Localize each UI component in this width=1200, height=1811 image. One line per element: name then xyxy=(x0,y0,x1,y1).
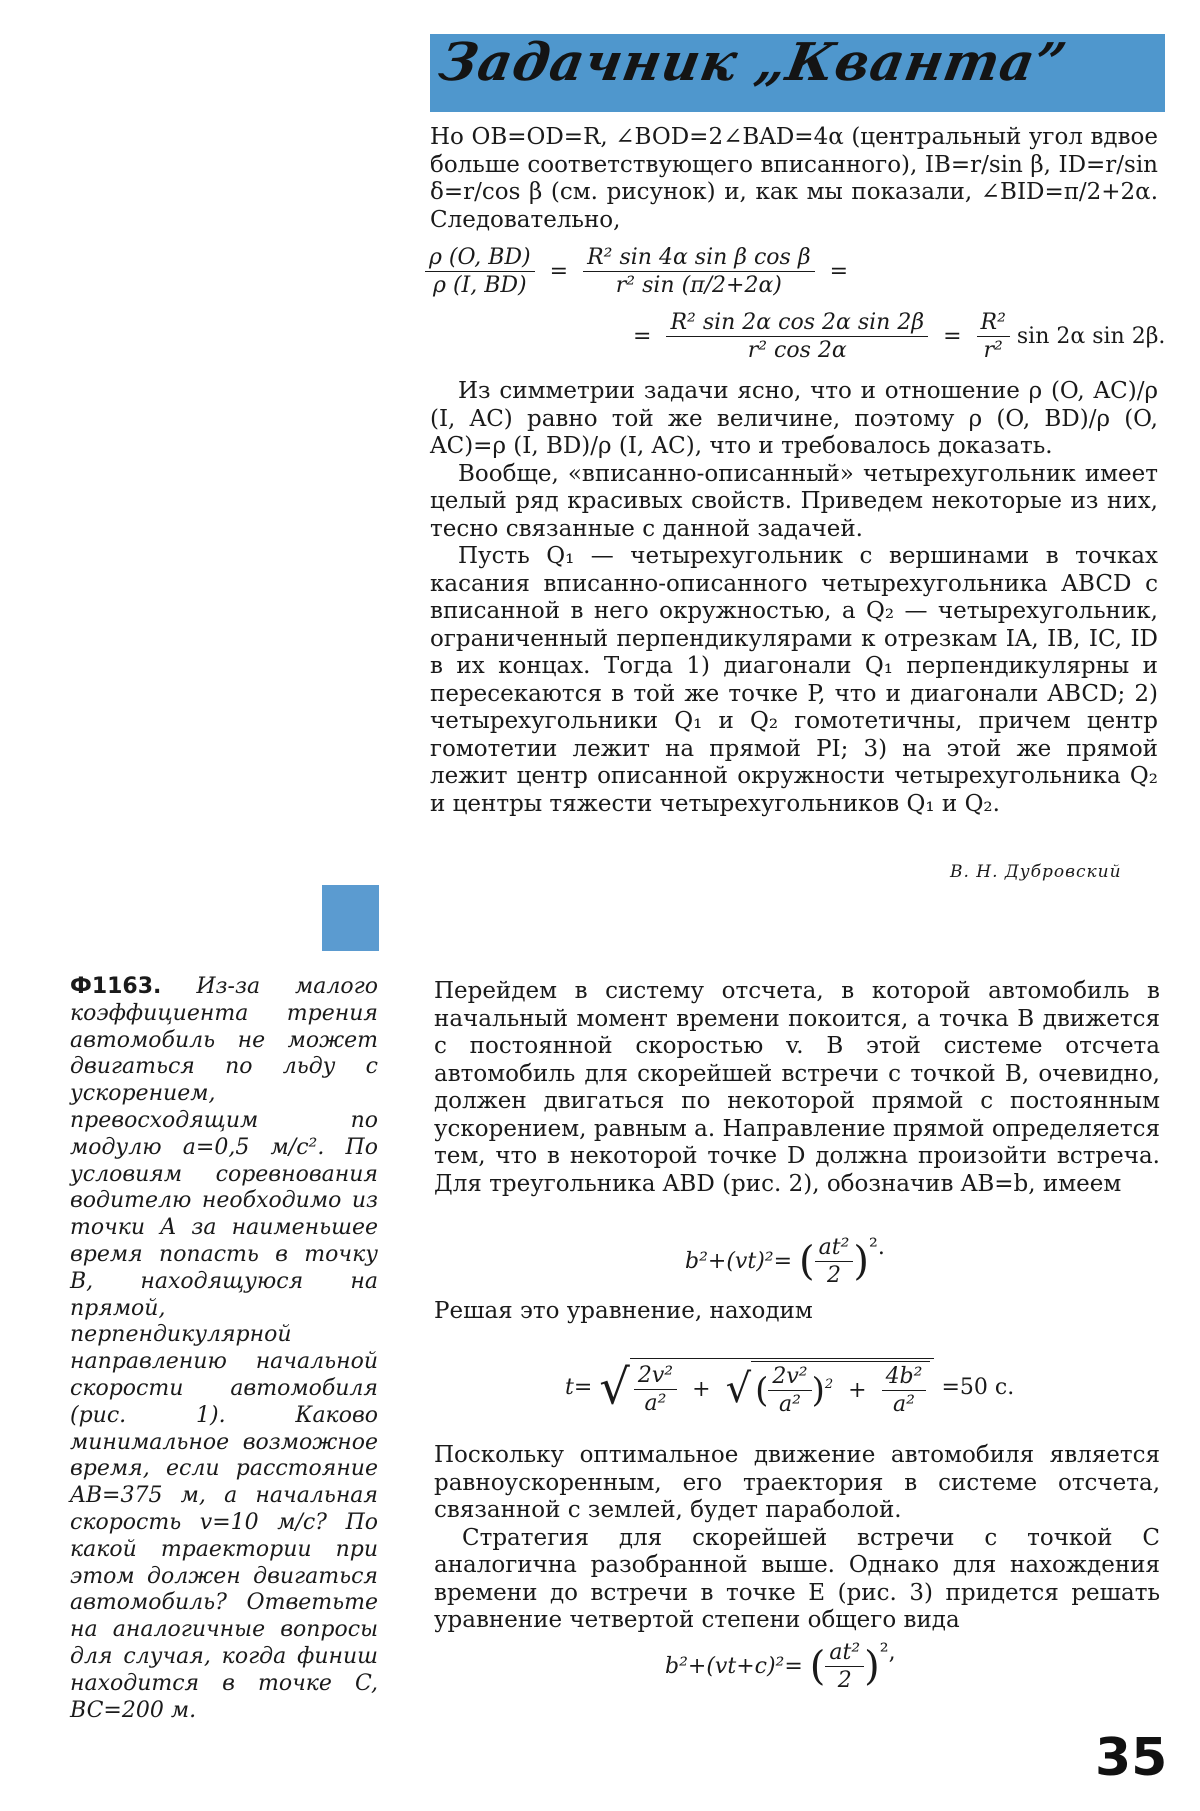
fraction xyxy=(583,245,814,298)
numerator: R² sin 4α sin β cos β xyxy=(583,245,814,272)
equation-tail: ². xyxy=(869,1235,885,1260)
numerator: at² xyxy=(825,1640,864,1667)
equation-tail: ², xyxy=(879,1640,896,1665)
problem-text: Из-за малого коэффициента трения автомобиль не может двигаться по льду с ускорением, превосходящим по модулю a=0,5 м/с². По условиям соревнования водителю необходимо из точки A за наименьшее время попасть в точку B, находящуюся на прямой, перпендикулярной направлению начальной скорости автомобиля (рис. 1). Каково минимальное возможное время, если расстояние AB=375 м, а начальная скорость v=10 м/с? По какой траектории при этом должен двигаться автомобиль? Ответьте на аналогичные вопросы для случая, когда финиш находится в точке C, BC=200 м. xyxy=(70,974,379,1723)
denominator: 2 xyxy=(827,1263,842,1288)
denominator: a² xyxy=(893,1392,915,1417)
fraction xyxy=(666,310,928,363)
top-section xyxy=(430,124,1158,234)
numerator: ρ (O, BD) xyxy=(425,245,535,272)
formula-row-2: = $\frac{\text{R² sin 2α cos 2α sin 2β}}{\text{r² cos 2α}}$ = $\frac{\text{R²}}{\text{r²}}$ sin 2α sin 2β. xyxy=(633,310,1166,363)
numerator: at² xyxy=(815,1235,854,1262)
problem-statement xyxy=(70,974,378,1724)
page-number: 35 xyxy=(1095,1728,1168,1788)
formula-tail: sin 2α sin 2β. xyxy=(1016,324,1166,349)
paragraph: Но OB=OD=R, ∠BOD=2∠BAD=4α (центральный угол вдвое больше соответствующего вписанного), IB=r/sin β, ID=r/sin δ=r/cos β (см. рисунок) и, как мы показали, ∠BID=π/2+2α. Следовательно, xyxy=(430,124,1158,233)
paragraph: Решая это уравнение, находим xyxy=(434,1298,813,1324)
fraction xyxy=(825,1640,864,1693)
top-section-continued xyxy=(430,378,1158,818)
formula-row-1: $\frac{\rho (O, BD)}{\rho (I, BD)}$ = $\frac{\text{R² sin 4α sin β cos β}}{\text{r² sin (π/2+2α)}}$ = xyxy=(425,245,856,298)
paragraph: Вообще, «вписанно-описанный» четырехугольник имеет целый ряд красивых свойств. Приведем некоторые из них, тесно связанные с данной задачей. xyxy=(430,460,1158,542)
denominator: r² xyxy=(983,338,1003,363)
fraction xyxy=(815,1235,854,1288)
equation-3: b²+(vt+c)²= ( $\frac{\text{at²}}{2}$ )², xyxy=(665,1640,896,1693)
author-signature: В. Н. Дубровский xyxy=(950,862,1122,882)
solution-text xyxy=(434,978,1160,1198)
equation-2: t= √ $\frac{\text{2v²}}{\text{a²}}$ + √ ( $\frac{\text{2v²}}{\text{a²}}$ )$^2$ + $\frac{\text{4b²}}{\text{a²}}$ =50 с. xyxy=(565,1359,1015,1417)
section-title: Задачник „Кванта” xyxy=(434,32,1072,93)
numerator: 2v² xyxy=(634,1363,677,1390)
numerator: R² xyxy=(977,310,1010,337)
equation-left: b²+(vt+c)²= xyxy=(665,1654,803,1679)
denominator: a² xyxy=(778,1392,801,1417)
solution-text-3 xyxy=(434,1442,1160,1635)
section-marker xyxy=(322,885,379,951)
fraction xyxy=(977,310,1010,363)
denominator: a² xyxy=(644,1390,667,1416)
equation-1: b²+(vt)²= ( $\frac{\text{at²}}{2}$ )². xyxy=(685,1235,885,1288)
denominator: ρ (I, BD) xyxy=(433,273,527,298)
paragraph: Перейдем в систему отсчета, в которой автомобиль в начальный момент времени покоится, а точка B движется с постоянной скоростью v. В этой системе отсчета автомобиль для скорейшей встречи с точкой B, очевидно, должен двигаться по некоторой прямой с постоянным ускорением, равным a. Направление прямой определяется тем, что в некоторой точке D должна произойти встреча. Для треугольника ABD (рис. 2), обозначив AB=b, имеем xyxy=(434,978,1160,1197)
paragraph: Стратегия для скорейшей встречи с точкой C аналогична разобранной выше. Однако для нахождения времени до встречи в точке E (рис. 3) придется решать уравнение четвертой степени общего вида xyxy=(434,1524,1160,1633)
radical: $\frac{\text{2v²}}{\text{a²}}$ + √ ( $\frac{\text{2v²}}{\text{a²}}$ )$^2$ + $\frac{\text{4b²}}{\text{a²}}$ xyxy=(630,1358,935,1417)
numerator: 2v² xyxy=(768,1364,811,1391)
denominator: r² cos 2α xyxy=(747,338,847,363)
equation-left: t= xyxy=(565,1375,593,1400)
paragraph: Из симметрии задачи ясно, что и отношение ρ (O, AC)/ρ (I, AC) равно той же величине, поэтому ρ (O, BD)/ρ (O, AC)=ρ (I, BD)/ρ (I, AC), что и требовалось доказать. xyxy=(430,378,1158,459)
solution-text-2 xyxy=(434,1298,1160,1326)
fraction xyxy=(425,245,535,298)
paragraph: Пусть Q₁ — четырехугольник с вершинами в точках касания вписанно-описанного четырехугольника ABCD с вписанной в него окружностью, а Q₂ — четырехугольник, ограниченный перпендикулярами к отрезкам IA, IB, IC, ID в их концах. Тогда 1) диагонали Q₁ перпендикулярны и пересекаются в той же точке P, что и диагонали ABCD; 2) четырехугольники Q₁ и Q₂ гомотетичны, причем центр гомотетии лежит на прямой PI; 3) на этой же прямой лежит центр описанной окружности четырехугольника Q₂ и центры тяжести четырехугольников Q₁ и Q₂. xyxy=(430,543,1158,817)
denominator: r² sin (π/2+2α) xyxy=(615,273,782,298)
numerator: R² sin 2α cos 2α sin 2β xyxy=(666,310,928,337)
numerator: 4b² xyxy=(882,1364,927,1391)
paragraph: Поскольку оптимальное движение автомобиля является равноускоренным, его траектория в системе отсчета, связанной с землей, будет параболой. xyxy=(434,1442,1160,1523)
denominator: 2 xyxy=(837,1668,852,1693)
equation-result: =50 с. xyxy=(941,1375,1015,1400)
problem-code: Ф1163. xyxy=(70,974,162,999)
equation-left: b²+(vt)²= xyxy=(685,1249,793,1274)
